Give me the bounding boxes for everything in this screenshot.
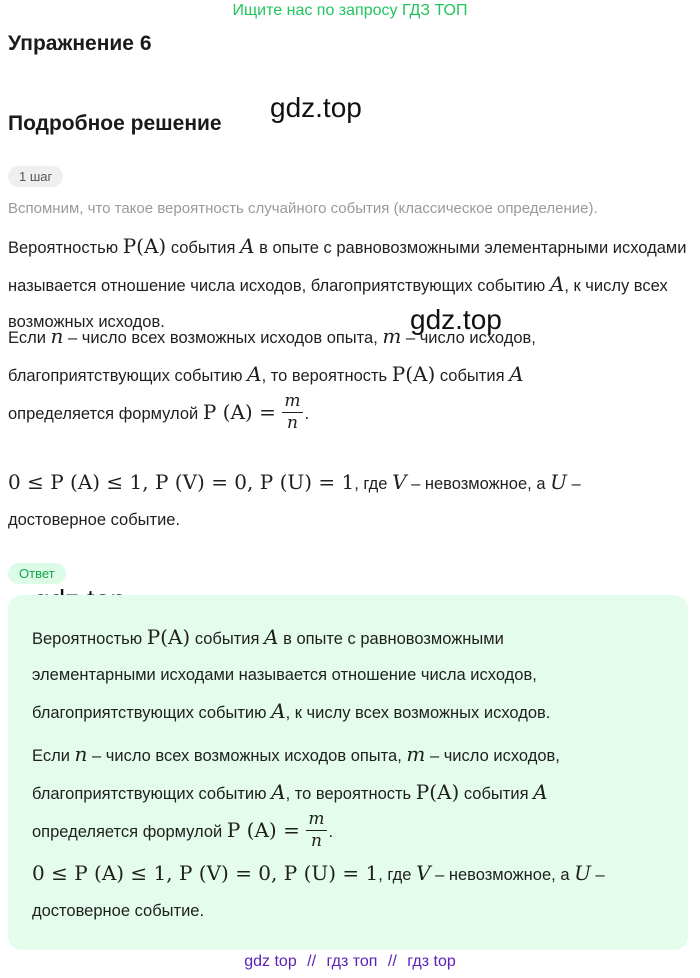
footer: gdz top // гдз топ // гдз top bbox=[244, 953, 456, 970]
answer-formula-paragraph: Если n – число всех возможных исходов опыта, m – число исходов, благоприятствующих событию A, то вероятность P(A) события A определяется формулой P (A) = $\frac{m}{n}$ . bbox=[32, 742, 560, 852]
footer-link-gdz-top-mixed[interactable]: гдз top bbox=[407, 953, 456, 970]
footer-link-gdz-top-ru[interactable]: гдз топ bbox=[326, 953, 378, 970]
step-badge: 1 шаг bbox=[8, 166, 63, 187]
definition-paragraph: Вероятностью P(A) события A в опыте с равновозможными элементарными исходами называется отношение числа исходов, благоприятствующих событию A, к числу всех возможных исходов. bbox=[8, 234, 687, 331]
page-title: Упражнение 6 bbox=[8, 32, 152, 55]
search-banner: Ищите нас по запросу ГДЗ ТОП bbox=[232, 2, 468, 19]
answer-fraction-m-over-n: $\frac{m}{n}$ bbox=[308, 809, 325, 852]
watermark: gdz.top bbox=[410, 304, 502, 335]
fraction-m-over-n: $\frac{m}{n}$ bbox=[284, 391, 301, 434]
watermark: gdz.top bbox=[270, 92, 362, 123]
formula-paragraph: Если n – число всех возможных исходов опыта, m – число исходов, благоприятствующих событию A, то вероятность P(A) события A определяется формулой P (A) = $\frac{m}{n}$ . bbox=[8, 324, 536, 434]
footer-link-gdz-top[interactable]: gdz top bbox=[244, 953, 297, 970]
inequality-paragraph: 0 ≤ P (A) ≤ 1, P (V) = 0, P (U) = 1, где V – невозможное, а U – достоверное событие. bbox=[8, 470, 581, 529]
answer-definition-paragraph: Вероятностью P(A) события A в опыте с равновозможными элементарными исходами называется отношение числа исходов, благоприятствующих событию A, к числу всех возможных исходов. bbox=[32, 625, 551, 723]
hint-text: Вспомним, что такое вероятность случайного события (классическое определение). bbox=[8, 200, 598, 217]
math-pa: P(A) bbox=[122, 234, 167, 258]
answer-inequality-paragraph: 0 ≤ P (A) ≤ 1, P (V) = 0, P (U) = 1, где V – невозможное, а U – достоверное событие. bbox=[32, 861, 605, 920]
section-title: Подробное решение bbox=[8, 112, 222, 135]
answer-badge: Ответ bbox=[8, 563, 66, 584]
